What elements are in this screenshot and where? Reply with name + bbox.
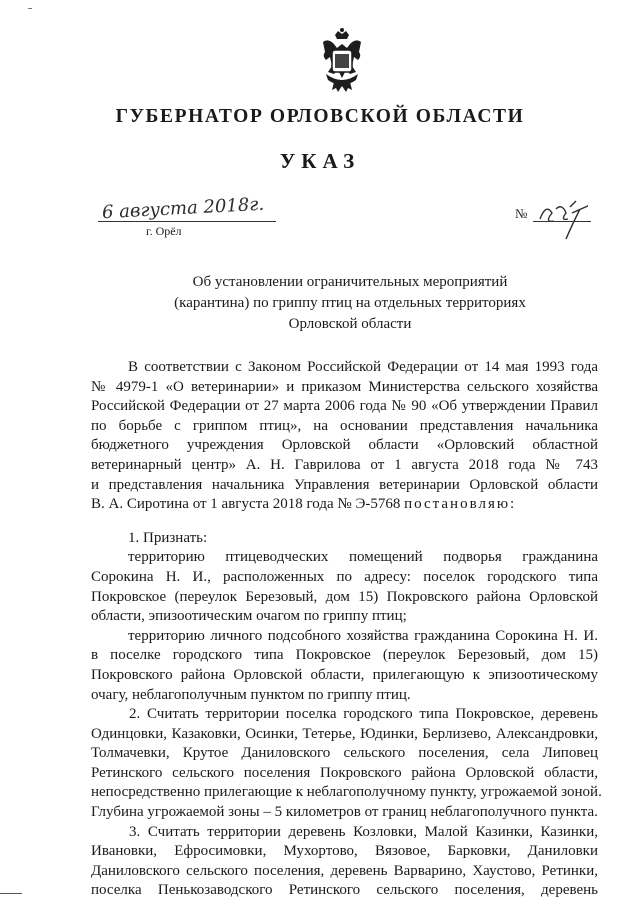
item-3-line: Ивановки, Ефросимовки, Мухортово, Вязовое, Барковки, Даниловки — [91, 843, 598, 860]
item-2-line: Ретинского сельского поселения Покровского района Орловской области, — [91, 764, 598, 781]
item-1b-line: очагу, неблагополучным пунктом по гриппу птиц. — [91, 686, 411, 703]
item-3-line: поселка Пенькозаводского Ретинского сельского поселения, деревень — [91, 882, 598, 899]
preamble-last-line — [91, 495, 598, 515]
item-1-heading: 1. Признать: — [128, 529, 208, 546]
number-underline — [533, 221, 591, 222]
preamble-line: В. А. Сиротина от 1 августа 2018 года № Э-5768 — [91, 496, 405, 513]
item-1a-line: Покровское (переулок Березовый, дом 15) Покровского района Орловской — [91, 588, 598, 605]
decree-subject — [60, 272, 640, 335]
item-1a-line: территорию птицеводческих помещений подворья гражданина — [128, 549, 598, 566]
subject-line: Орловской области — [288, 316, 412, 332]
preamble-line: ветеринарный центр» А. Н. Гаврилова от 1 августа 2018 года № 743 — [91, 456, 598, 473]
item-2-line: Толмачевки, Крутое Даниловского сельского поселения, села Липовец — [91, 745, 598, 762]
preamble-line: и представления начальника Управления ветеринарии Орловской области — [91, 476, 598, 493]
subject-line: (карантина) по гриппу птиц на отдельных территориях — [174, 295, 526, 311]
document-type: УКАЗ — [279, 149, 361, 173]
item-2-line: Глубина угрожаемой зоны – 5 километров от границ неблагополучного пункта. — [91, 804, 598, 821]
coat-of-arms-emblem — [318, 26, 366, 92]
place-of-issue: г. Орёл — [146, 224, 182, 238]
handwritten-date: 6 августа 2018г. — [101, 193, 265, 224]
item-1b-line: в поселке городского типа Покровское (переулок Березовый, дом 15) — [91, 647, 598, 664]
preamble-line: В соответствии с Законом Российской Федерации от 14 мая 1993 года — [128, 359, 598, 375]
item-1a-line: области, эпизоотическим очагом по гриппу птиц; — [91, 608, 407, 625]
decree-body — [91, 358, 602, 901]
issuing-authority: ГУБЕРНАТОР ОРЛОВСКОЙ ОБЛАСТИ — [115, 106, 525, 127]
item-1b-line: территорию личного подсобного хозяйства гражданина Сорокина Н. И. — [128, 627, 598, 644]
number-label: № — [515, 206, 528, 221]
decree-word: постановляю: — [404, 496, 517, 513]
scan-mark — [28, 8, 32, 9]
item-1a-line: Сорокина Н. И., расположенных по адресу: поселок городского типа — [91, 568, 598, 585]
preamble-line: Российской Федерации от 27 марта 2006 года № 90 «Об утверждении Правил — [91, 398, 598, 415]
preamble-line: по борьбе с гриппом птиц», на основании представления начальника — [91, 417, 598, 434]
item-3-line: Даниловского сельского поселения, деревень Варварино, Хаустово, Ретинки, — [91, 862, 598, 879]
item-1b-line: Покровского района Орловской области, прилегающую к эпизоотическому — [91, 666, 598, 683]
item-2-line: 2. Считать территории поселка городского типа Покровское, деревень — [129, 706, 598, 723]
handwritten-number-signature — [532, 199, 588, 241]
item-2-line: непосредственно прилегающие к неблагополучному пункту, угрожаемой зоной. — [91, 784, 602, 801]
date-underline — [98, 221, 276, 222]
scan-edge-mark — [0, 893, 22, 894]
subject-line: Об установлении ограничительных мероприятий — [192, 274, 508, 290]
item-2-line: Одинцовки, Казаковки, Осинки, Тетерье, Юдинки, Берлизево, Александровки, — [91, 725, 598, 742]
preamble-line: № 4979-1 «О ветеринарии» и приказом Министерства сельского хозяйства — [91, 378, 598, 395]
preamble-line: бюджетного учреждения Орловской области «Орловский областной — [91, 437, 598, 454]
item-3-line: 3. Считать территории деревень Козловки, Малой Казинки, Казинки, — [129, 823, 598, 840]
